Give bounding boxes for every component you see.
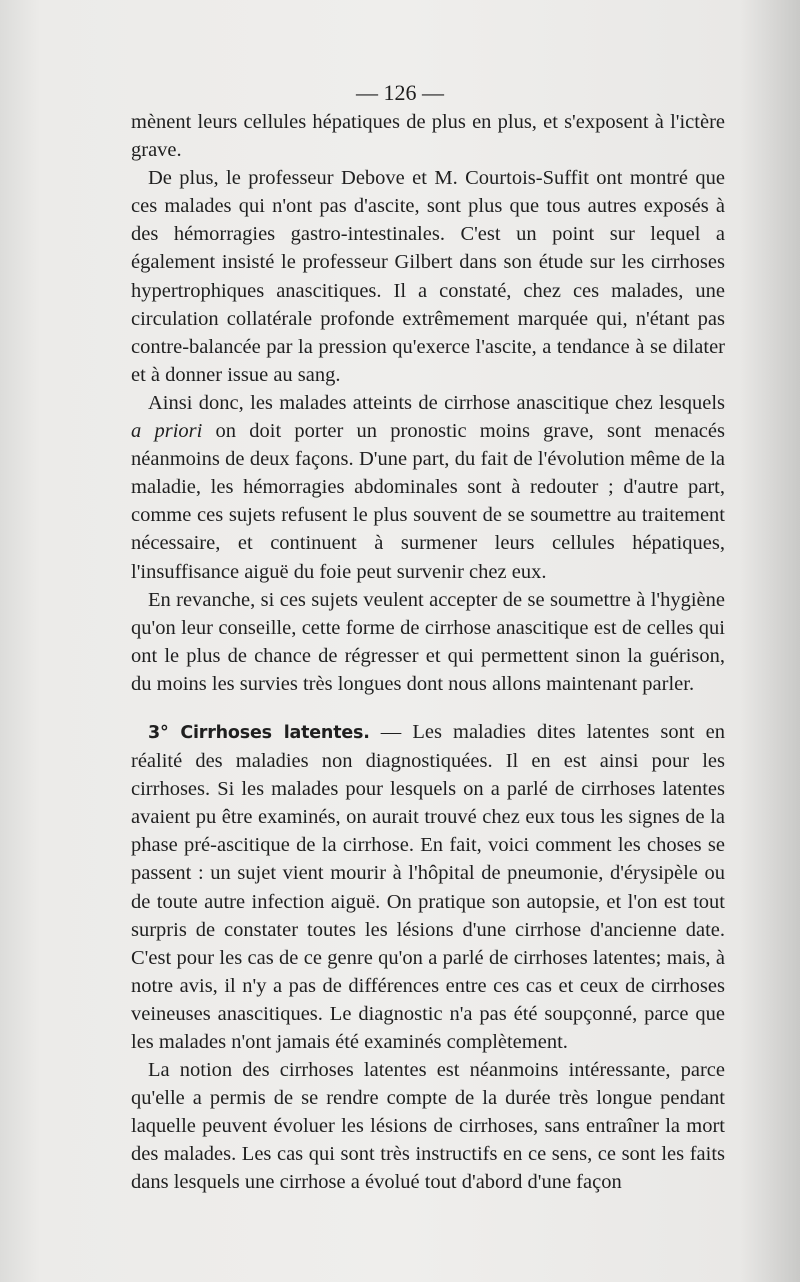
paragraph-3 xyxy=(131,389,725,586)
paragraph-1: mènent leurs cellules hépatiques de plus en plus, et s'exposent à l'ictère grave. xyxy=(131,111,725,162)
paragraph-5-body: — Les maladies dites latentes sont en réalité des maladies non diagnostiquées. Il en est ainsi pour les cirrhoses. Si les malades pour lesquels on a parlé de cirrhoses latentes avaient pu être examinés, on aurait trouvé chez eux tous les signes de la phase pré-ascitique de la cirrhose. En fait, voici comment les choses se passent : un sujet vient mourir à l'hôpital de pneumonie, d'érysipèle ou de toute autre infection aiguë. On pratique son autopsie, et l'on est tout surpris de constater toutes les lésions d'une cirrhose d'ancienne date. C'est pour les cas de ce genre qu'on a parlé de cirrhoses latentes; mais, à notre avis, il n'y a pas de différences entre ces cas et ceux de cirrhoses veineuses anascitiques. Le diagnostic n'a pas été soupçonné, parce que les malades n'ont jamais été examinés complètement. xyxy=(131,720,726,1053)
italic-a-priori: a priori xyxy=(131,420,203,443)
paragraph-4: En revanche, si ces sujets veulent accepter de se soumettre à l'hygiène qu'on leur conseille, cette forme de cirrhose anascitique est de celles qui ont le plus de chance de régresser et qui permettent sinon la guérison, du moins les survies très longues dont nous allons maintenant parler. xyxy=(131,588,725,695)
section-gap xyxy=(131,698,725,718)
paragraph-3-part-2: on doit porter un pronostic moins grave, sont menacés néanmoins de deux façons. D'une part, du fait de l'évolution même de la maladie, les hémorragies abdominales sont à redouter ; d'autre part, comme ces sujets refusent le plus souvent de se soumettre au traitement nécessaire, et continuent à surmener leurs cellules hépatiques, l'insuffisance aiguë du foie peut survenir chez eux. xyxy=(131,420,725,583)
paragraph-5 xyxy=(131,718,725,1056)
paragraph-2: De plus, le professeur Debove et M. Courtois-Suffit ont montré que ces malades qui n'ont pas d'ascite, sont plus que tous autres exposés à des hémorragies gastro-intestinales. C'est un point sur lequel a également insisté le professeur Gilbert dans son étude sur les cirrhoses hypertrophiques anascitiques. Il a constaté, chez ces malades, une circulation collatérale profonde extrêmement marquée qui, n'étant pas contre-balancée par la pression qu'exerce l'ascite, a tendance à se dilater et à donner issue au sang. xyxy=(131,167,725,386)
paragraph-3-part-1: Ainsi donc, les malades atteints de cirrhose anascitique chez lesquels xyxy=(148,391,725,414)
paragraph-6: La notion des cirrhoses latentes est néanmoins intéressante, parce qu'elle a permis de se rendre compte de la durée très longue pendant laquelle peuvent évoluer les lésions de cirrhoses, sans entraîner la mort des malades. Les cas qui sont très instructifs en ce sens, ce sont les faits dans lesquels une cirrhose a évolué tout d'abord d'une façon xyxy=(131,1059,725,1194)
section-heading: 3° Cirrhoses latentes. xyxy=(148,722,370,743)
body-text xyxy=(131,108,725,1197)
page-number: — 126 — xyxy=(356,80,444,105)
